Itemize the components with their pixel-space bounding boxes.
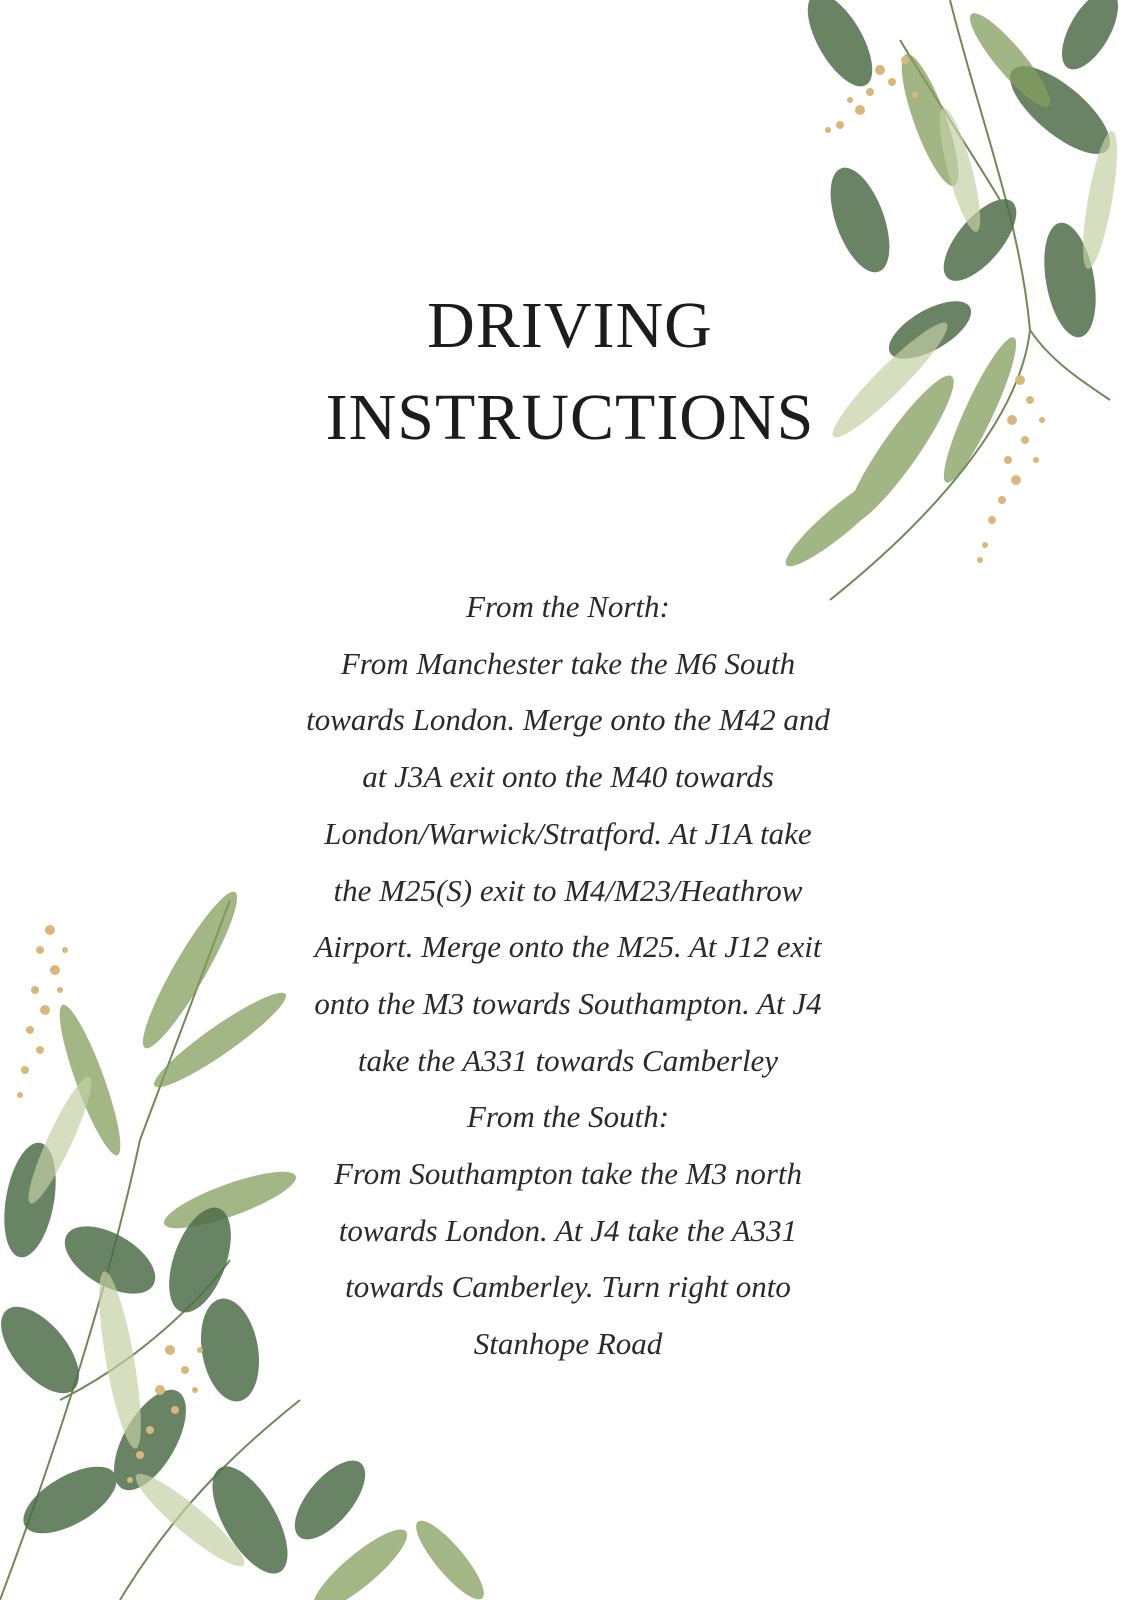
direction-line: From Manchester take the M6 South: [340, 645, 796, 681]
direction-line: Stanhope Road: [473, 1326, 663, 1362]
direction-line: the M25(S) exit to M4/M23/Heathrow: [333, 872, 803, 908]
page-title: [200, 280, 940, 464]
direction-line: onto the M3 towards Southampton. At J4: [314, 985, 822, 1021]
directions-text: [260, 579, 876, 1373]
title-line: DRIVING: [427, 289, 713, 362]
direction-line: London/Warwick/Stratford. At J1A take: [324, 815, 812, 851]
section-heading-north: From the North:: [466, 589, 670, 624]
direction-line: take the A331 towards Camberley: [357, 1042, 779, 1078]
direction-line: at J3A exit onto the M40 towards: [362, 759, 774, 795]
direction-line: From Southampton take the M3 north: [333, 1156, 803, 1192]
direction-line: Airport. Merge onto the M25. At J12 exit: [314, 929, 822, 965]
title-line: INSTRUCTIONS: [325, 381, 815, 454]
direction-line: towards London. Merge onto the M42 and: [306, 702, 830, 738]
direction-line: towards London. At J4 take the A331: [338, 1212, 798, 1248]
section-heading-south: From the South:: [466, 1099, 670, 1135]
direction-line: towards Camberley. Turn right onto: [345, 1269, 791, 1305]
